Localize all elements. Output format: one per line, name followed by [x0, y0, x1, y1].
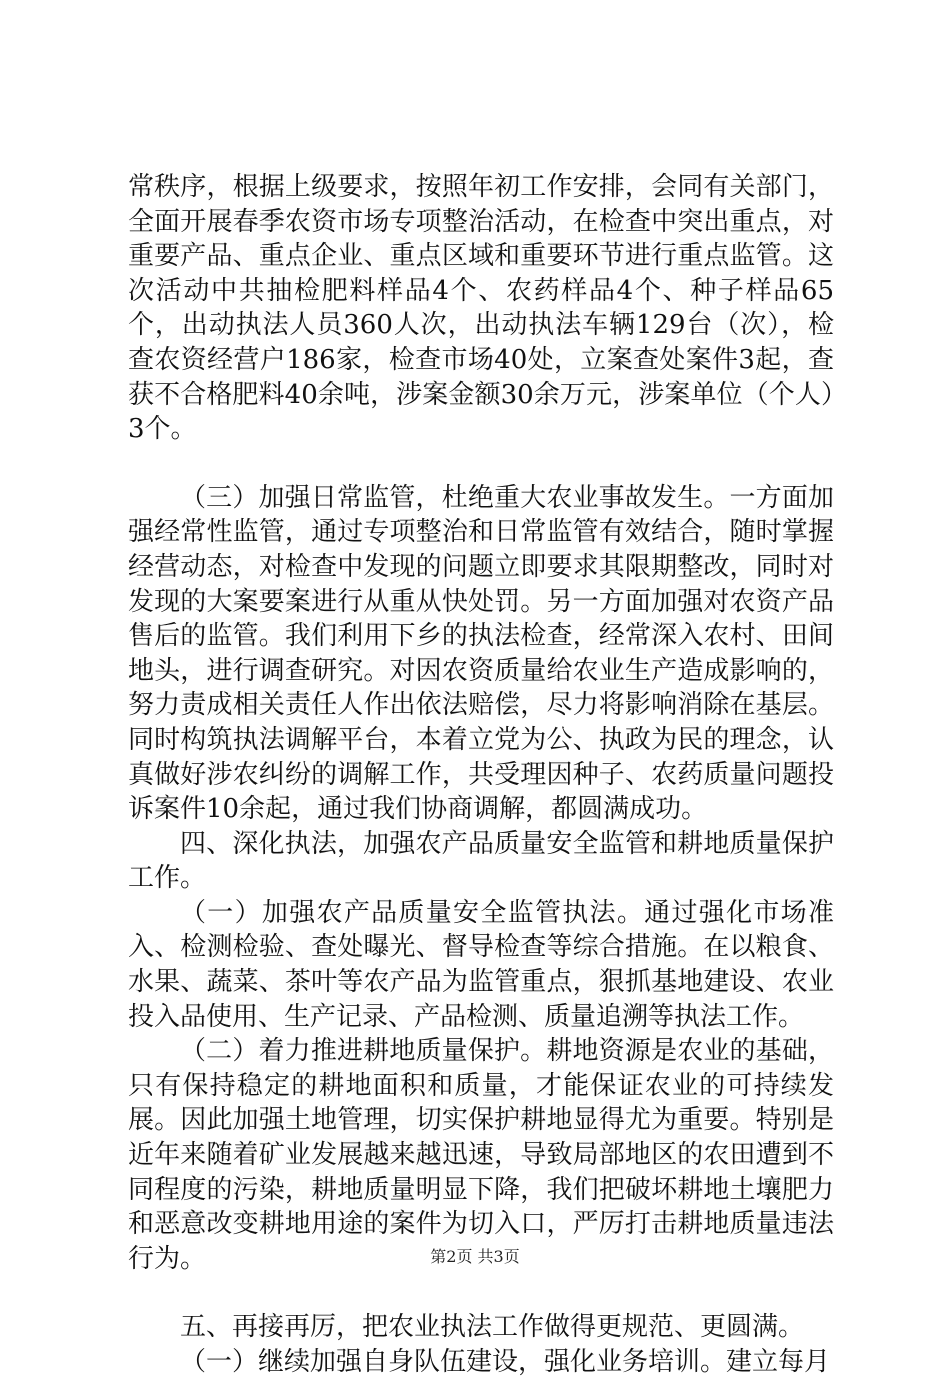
page-footer [0, 1244, 950, 1267]
heading-section-five: 五、再接再厉，把农业执法工作做得更规范、更圆满。 [180, 1312, 805, 1343]
paragraph-subsection-two: （二）着力推进耕地质量保护。耕地资源是农业的基础，只有保持稳定的耕地面积和质量，才能保证农业的可持续发展。因此加强土地管理，切实保护耕地显得尤为重要。特别是近年来随着矿业发展越来越迅速，导致局部地区的农田遭到不同程度的污染，耕地质量明显下降，我们把破坏耕地土壤肥力和恶意改变耕地用途的案件为切入口，严厉打击耕地质量违法行为。 [128, 1036, 834, 1274]
paragraph-section-five-one: （一）继续加强自身队伍建设，强化业务培训。建立每月 [180, 1347, 831, 1377]
paragraph-section-three: （三）加强日常监管，杜绝重大农业事故发生。一方面加强经常性监管，通过专项整治和日常监管有效结合，随时掌握经营动态，对检查中发现的问题立即要求其限期整改，同时对发现的大案要案进行从重从快处罚。另一方面加强对农资产品售后的监管。我们利用下乡的执法检查，经常深入农村、田间地头，进行调查研究。对因农资质量给农业生产造成影响的，努力责成相关责任人作出依法赔偿，尽力将影响消除在基层。同时构筑执法调解平台，本着立党为公、执政为民的理念，认真做好涉农纠纷的调解工作，共受理因种子、农药质量问题投诉案件10余起，通过我们协商调解，都圆满成功。 [128, 482, 834, 825]
paragraph-continuation: 常秩序，根据上级要求，按照年初工作安排，会同有关部门，全面开展春季农资市场专项整治活动，在检查中突出重点，对重要产品、重点企业、重点区域和重要环节进行重点监管。这次活动中共抽检肥料样品4个、农药样品4个、种子样品65个，出动执法人员360人次，出动执法车辆129台（次），检查农资经营户186家，检查市场40处，立案查处案件3起，查获不合格肥料40余吨，涉案金额30余万元，涉案单位（个人）3个。 [128, 172, 834, 445]
heading-section-four: 四、深化执法，加强农产品质量安全监管和耕地质量保护工作。 [128, 828, 834, 894]
paragraph-subsection-one: （一）加强农产品质量安全监管执法。通过强化市场准入、检测检验、查处曝光、督导检查等综合措施。在以粮食、水果、蔬菜、茶叶等农产品为监管重点，狠抓基地建设、农业投入品使用、生产记录、产品检测、质量追溯等执法工作。 [128, 897, 834, 1032]
document-body [128, 170, 834, 1380]
page-number-label: 第2页 共3页 [430, 1247, 520, 1266]
